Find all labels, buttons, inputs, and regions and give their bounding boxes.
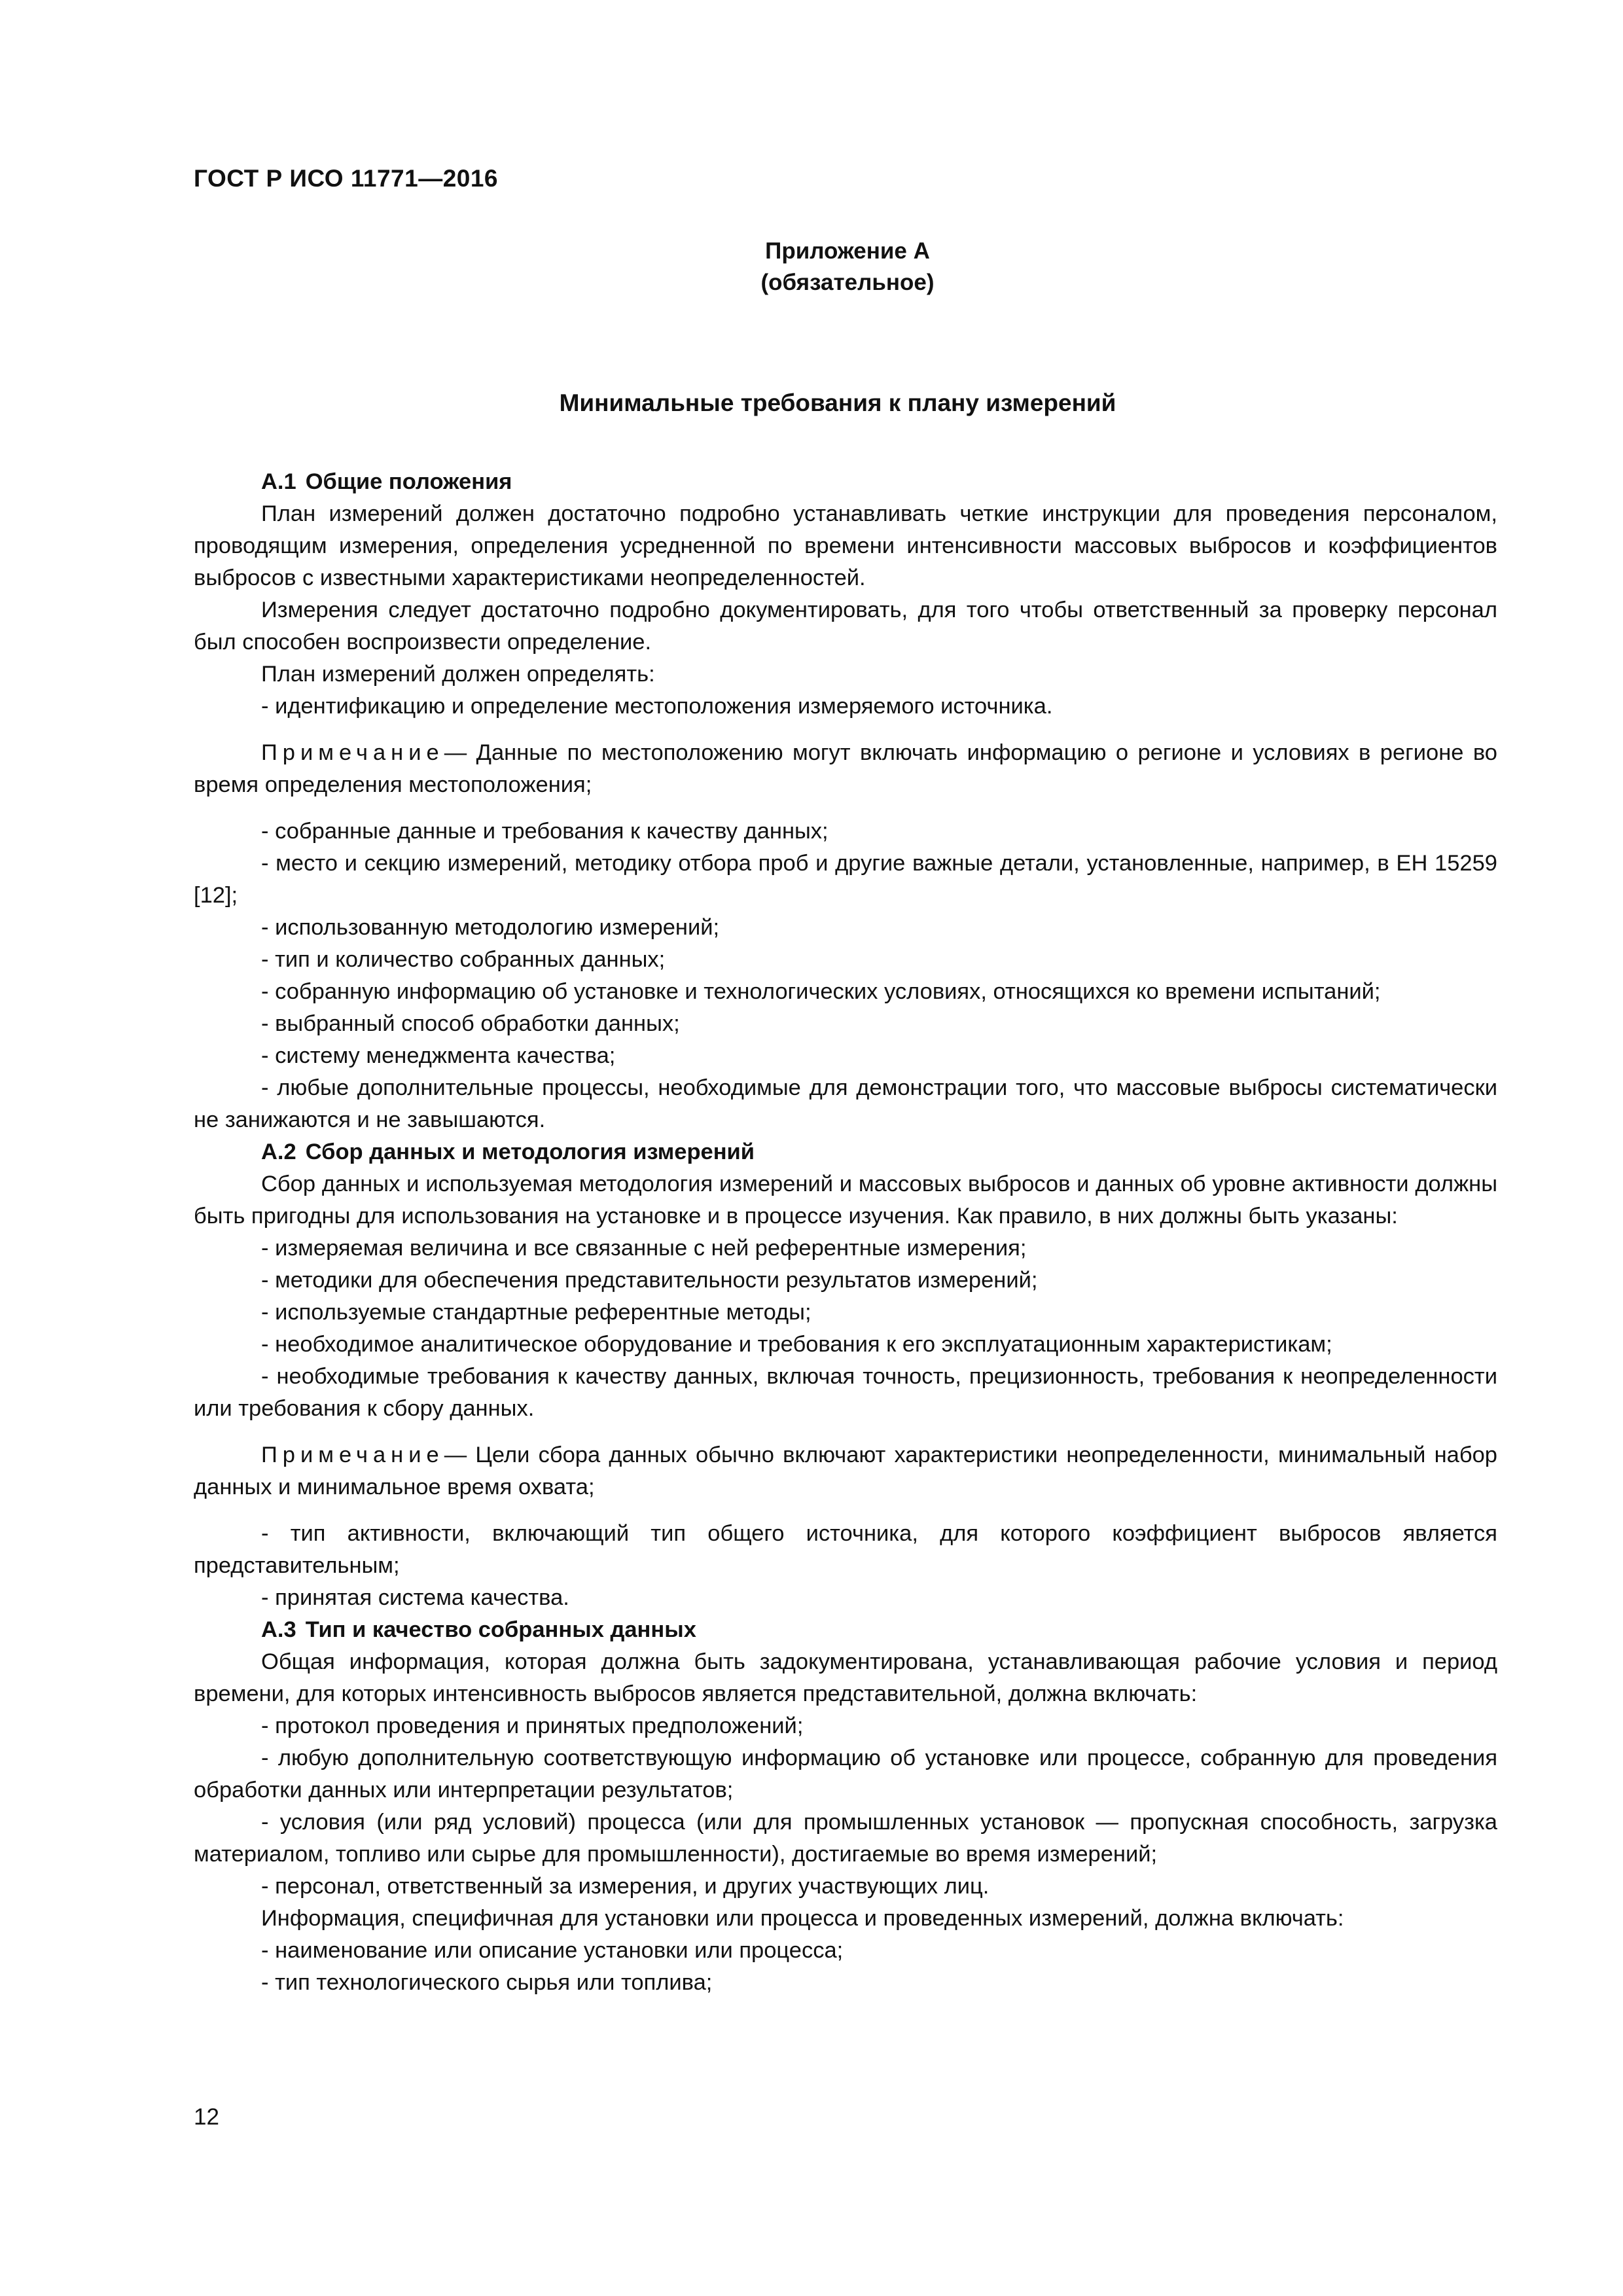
annex-title-text: Минимальные требования к плану измерений	[559, 389, 1116, 416]
list-item: - персонал, ответственный за измерения, и других участвующих лиц.	[261, 1874, 990, 1899]
note	[194, 737, 1497, 801]
list-item: - методики для обеспечения представительности результатов измерений;	[261, 1268, 1038, 1293]
section-title: Сбор данных и методология измерений	[305, 1139, 755, 1164]
list-item: - тип активности, включающий тип общего источника, для которого коэффициент выбросов является представительным;	[194, 1521, 1497, 1578]
annex-heading	[0, 236, 1623, 298]
section-number: А.3	[261, 1617, 296, 1642]
annex-title	[0, 389, 1623, 417]
list-item: - используемые стандартные референтные методы;	[261, 1300, 812, 1325]
page-number: 12	[194, 2104, 219, 2130]
list-item: - выбранный способ обработки данных;	[261, 1011, 680, 1036]
paragraph: Информация, специфичная для установки или процесса и проведенных измерений, должна включать:	[261, 1906, 1344, 1931]
section-title: Тип и качество собранных данных	[305, 1617, 696, 1642]
section-heading-a2	[194, 1136, 1497, 1168]
list-item: - принятая система качества.	[261, 1585, 569, 1610]
list-item: - собранные данные и требования к качеству данных;	[261, 819, 829, 844]
list-item: - идентификацию и определение местоположения измеряемого источника.	[261, 694, 1053, 719]
list-item: - протокол проведения и принятых предположений;	[261, 1713, 804, 1738]
list-item: - необходимые требования к качеству данных, включая точность, прецизионность, требования к неопределенности или требования к сбору данных.	[194, 1364, 1497, 1421]
list-item: - систему менеджмента качества;	[261, 1043, 616, 1068]
list-item: - наименование или описание установки или процесса;	[261, 1938, 844, 1963]
note-label: Примечание	[261, 740, 444, 765]
list-item: - измеряемая величина и все связанные с ней референтные измерения;	[261, 1236, 1027, 1261]
paragraph: План измерений должен достаточно подробно устанавливать четкие инструкции для проведения персоналом, проводящим измерения, определения усредненной по времени интенсивности массовых выбросов и коэффициентов выбросов с известными характеристиками неопределенностей.	[194, 501, 1497, 590]
list-item: - тип технологического сырья или топлива;	[261, 1970, 713, 1995]
paragraph: Сбор данных и используемая методология измерений и массовых выбросов и данных об уровне активности должны быть пригодны для использования на установке и в процессе изучения. Как правило, в них должны быть указаны:	[194, 1172, 1497, 1229]
list-item: - место и секцию измерений, методику отбора проб и другие важные детали, установленные, например, в ЕН 15259 [12];	[194, 851, 1497, 908]
paragraph: План измерений должен определять:	[261, 662, 655, 687]
standard-code: ГОСТ Р ИСО 11771—2016	[194, 165, 499, 192]
paragraph: Измерения следует достаточно подробно документировать, для того чтобы ответственный за проверку персонал был способен воспроизвести определение.	[194, 598, 1497, 655]
section-number: А.2	[261, 1139, 296, 1164]
list-item: - тип и количество собранных данных;	[261, 947, 666, 972]
note-text: — Данные по местоположению могут включать информацию о регионе и условиях в регионе во время определения местоположения;	[194, 740, 1497, 797]
paragraph: Общая информация, которая должна быть задокументирована, устанавливающая рабочие условия и период времени, для которых интенсивность выбросов является представительной, должна включать:	[194, 1649, 1497, 1706]
section-heading-a1	[194, 466, 1497, 498]
annex-status: (обязательное)	[760, 270, 935, 295]
annex-label: Приложение А	[765, 238, 930, 264]
list-item: - собранную информацию об установке и технологических условиях, относящихся ко времени испытаний;	[261, 979, 1381, 1004]
list-item: - использованную методологию измерений;	[261, 915, 720, 940]
list-item: - условия (или ряд условий) процесса (или для промышленных установок — пропускная способность, загрузка материалом, топливо или сырье для промышленности), достигаемые во время измерений;	[194, 1810, 1497, 1867]
section-heading-a3	[194, 1614, 1497, 1646]
section-title: Общие положения	[305, 469, 512, 494]
list-item: - любую дополнительную соответствующую информацию об установке или процессе, собранную для проведения обработки данных или интерпретации результатов;	[194, 1746, 1497, 1803]
note-label: Примечание	[261, 1443, 444, 1467]
note-text: — Цели сбора данных обычно включают характеристики неопределенности, минимальный набор данных и минимальное время охвата;	[194, 1443, 1497, 1499]
document-body	[194, 466, 1497, 1999]
list-item: - необходимое аналитическое оборудование и требования к его эксплуатационным характеристикам;	[261, 1332, 1332, 1357]
note	[194, 1439, 1497, 1503]
list-item: - любые дополнительные процессы, необходимые для демонстрации того, что массовые выбросы систематически не занижаются и не завышаются.	[194, 1075, 1497, 1132]
section-number: А.1	[261, 469, 296, 494]
